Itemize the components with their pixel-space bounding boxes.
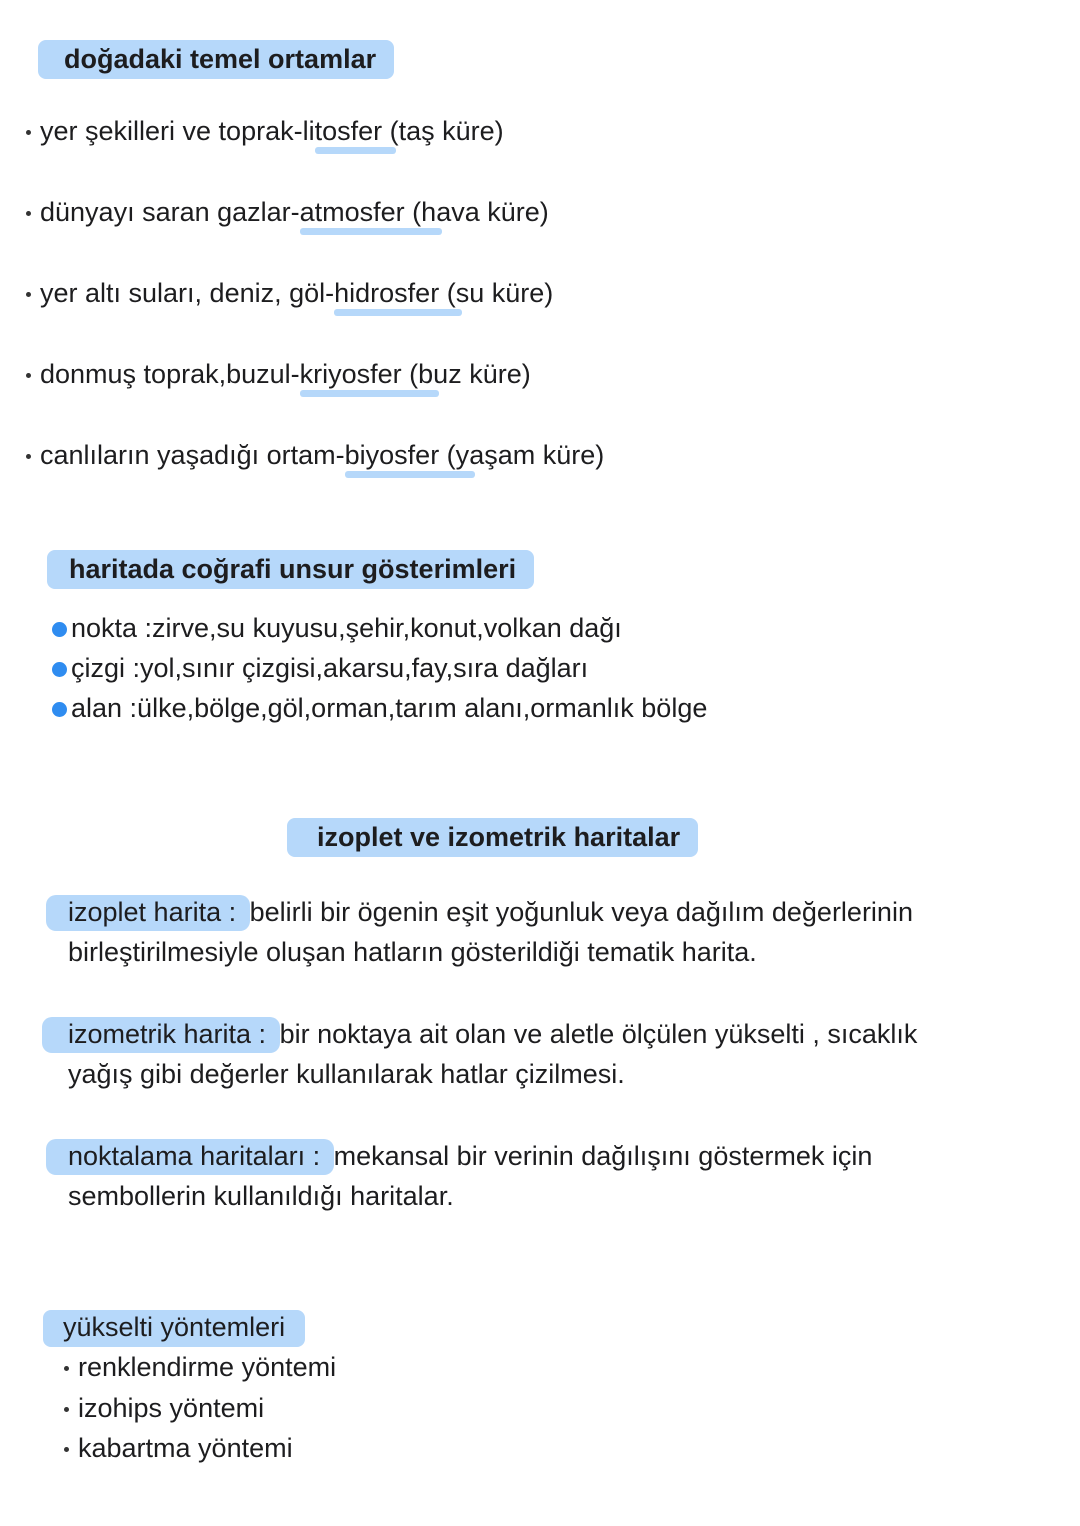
item-text: izohips yöntemi bbox=[78, 1393, 265, 1423]
definition-text: bir noktaya ait olan ve aletle ölçülen yükselti , sıcaklık bbox=[279, 1019, 918, 1049]
list-item bbox=[26, 278, 553, 309]
item-text: canlıların yaşadığı ortam- bbox=[40, 440, 345, 470]
item-text: donmuş toprak,buzul- bbox=[40, 359, 300, 389]
item-text: su küre) bbox=[455, 278, 554, 308]
highlighted-term: atmosfer (h bbox=[299, 197, 437, 227]
item-text: (taş küre) bbox=[389, 116, 504, 146]
item-text: kabartma yöntemi bbox=[78, 1433, 293, 1463]
section-heading-cografi-unsur: haritada coğrafi unsur gösterimleri bbox=[47, 550, 534, 589]
list-item bbox=[52, 693, 707, 724]
bullet-icon bbox=[64, 1366, 69, 1371]
list-item bbox=[52, 653, 588, 684]
highlighted-term: hidrosfer ( bbox=[334, 278, 456, 308]
item-text: ava küre) bbox=[436, 197, 549, 227]
item-text: alan :ülke,bölge,göl,orman,tarım alanı,ormanlık bölge bbox=[71, 693, 708, 723]
blue-dot-icon bbox=[52, 622, 67, 637]
item-text: uz küre) bbox=[433, 359, 531, 389]
item-text: renklendirme yöntemi bbox=[78, 1352, 337, 1382]
definition-text: belirli bir ögenin eşit yoğunluk veya dağılım değerlerinin bbox=[249, 897, 913, 927]
definition-noktalama bbox=[68, 1136, 872, 1216]
definition-text: yağış gibi değerler kullanılarak hatlar çizilmesi. bbox=[68, 1059, 625, 1089]
list-item bbox=[26, 359, 531, 390]
definition-text: mekansal bir verinin dağılışını göstermek için bbox=[333, 1141, 873, 1171]
list-item bbox=[26, 197, 549, 228]
item-text: çizgi :yol,sınır çizgisi,akarsu,fay,sıra dağları bbox=[71, 653, 589, 683]
definition-izoplet bbox=[68, 892, 913, 972]
list-item bbox=[64, 1433, 293, 1464]
list-item bbox=[26, 440, 604, 471]
bullet-icon bbox=[26, 130, 31, 135]
definition-text: birleştirilmesiyle oluşan hatların gösterildiği tematik harita. bbox=[68, 937, 757, 967]
definition-label: izoplet harita : bbox=[46, 895, 250, 931]
section-heading-temel-ortamlar: doğadaki temel ortamlar bbox=[38, 40, 394, 79]
bullet-icon bbox=[26, 454, 31, 459]
highlighted-term: kriyosfer (b bbox=[299, 359, 434, 389]
item-text: dünyayı saran gazlar- bbox=[40, 197, 300, 227]
bullet-icon bbox=[64, 1407, 69, 1412]
list-item bbox=[64, 1393, 264, 1424]
definition-text: sembollerin kullanıldığı haritalar. bbox=[68, 1181, 454, 1211]
bullet-icon bbox=[64, 1447, 69, 1452]
bullet-icon bbox=[26, 292, 31, 297]
item-text: nokta :zirve,su kuyusu,şehir,konut,volkan dağı bbox=[71, 613, 622, 643]
blue-dot-icon bbox=[52, 702, 67, 717]
bullet-icon bbox=[26, 211, 31, 216]
section-heading-yukselti: yükselti yöntemleri bbox=[43, 1310, 305, 1347]
definition-izometrik bbox=[68, 1014, 917, 1094]
list-item bbox=[64, 1352, 336, 1383]
highlighted-term: tosfer bbox=[314, 116, 390, 146]
highlighted-term: biyosfer (y bbox=[344, 440, 470, 470]
blue-dot-icon bbox=[52, 662, 67, 677]
definition-label: izometrik harita : bbox=[42, 1017, 280, 1053]
list-item bbox=[26, 116, 504, 147]
bullet-icon bbox=[26, 373, 31, 378]
section-heading-izoplet: izoplet ve izometrik haritalar bbox=[287, 818, 698, 857]
definition-label: noktalama haritaları : bbox=[46, 1139, 334, 1175]
item-text: yer altı suları, deniz, göl- bbox=[40, 278, 335, 308]
list-item bbox=[52, 613, 622, 644]
item-text: aşam küre) bbox=[469, 440, 605, 470]
item-text: yer şekilleri ve toprak-li bbox=[40, 116, 315, 146]
